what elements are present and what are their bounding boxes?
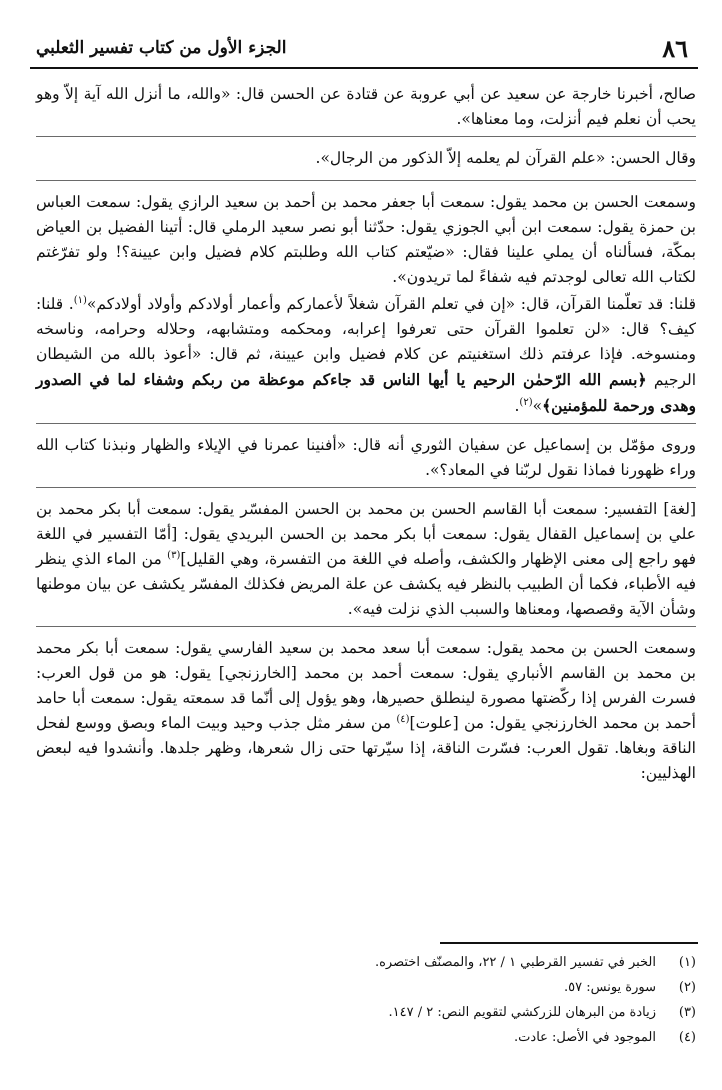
footnote-item	[36, 975, 696, 1000]
paragraph-4-text-c: »	[532, 397, 543, 415]
footnote-number: (٤)	[678, 1030, 696, 1045]
paragraph-4-text-d: .	[514, 397, 520, 415]
header-rule	[30, 67, 698, 69]
footnote-rule	[440, 942, 698, 944]
footnote-number: (٣)	[678, 1005, 696, 1020]
footnote-item	[36, 1000, 696, 1025]
paragraph-separator	[36, 423, 696, 424]
footnote-text: سورة يونس: ٥٧.	[564, 980, 656, 995]
footnote-ref-4[interactable]: (٤)	[396, 713, 410, 725]
footnote-item	[36, 1025, 696, 1050]
paragraph-separator	[36, 180, 696, 181]
paragraph-6-text-b: من الماء الذي ينظر فيه الأطباء، فكما أن الطبيب بالنظر فيه يكشف عن علة المريض فكذلك المفسّر يكشف عن بيان موطنها وشأن الآية وقصصها، ومعناها والسبب الذي نزلت فيه».	[36, 550, 696, 618]
paragraph-7-text-a: وسمعت الحسن بن محمد يقول: سمعت أبا سعد محمد بن سعيد الفارسي يقول: سمعت أبا بكر محمد بن محمد بن القاسم الأنباري يقول: سمعت أحمد بن محمد [الخارزنجي] يقول: هو من قول العرب: فسرت الفرس إذا ركّضتها مصورة لينطلق حصيرها، وهو يؤول إلى أنّما قد سمعته يقول: سمعت أبا حامد أحمد بن محمد الخارزنجي يقول: من [علوت]	[36, 639, 696, 732]
page-header	[30, 30, 698, 66]
footnote-ref-2[interactable]: (٢)	[519, 396, 533, 408]
footnote-ref-1[interactable]: (١)	[73, 294, 87, 306]
footnotes	[36, 950, 696, 1050]
footnote-text: الخبر في تفسير القرطبي ١ / ٢٢، والمصنّف اختصره.	[374, 955, 656, 970]
paragraph-6-text-a: [لغة] التفسير: سمعت أبا القاسم الحسن بن محمد بن الحسن المفسّر يقول: سمعت أبا بكر محمد بن علي بن إسماعيل القفال يقول: سمعت أبا بكر محمد بن الحسن البريدي يقول: [أمّا التفسير في اللغة فهو راجع إلى معنى الإظهار والكشف، وأصله في اللغة من التفسرة، وهي القليل]	[36, 500, 696, 568]
body-text	[36, 82, 696, 788]
page-number: ٨٦	[662, 34, 688, 63]
paragraph-4	[36, 292, 696, 419]
running-title: الجزء الأول من كتاب تفسير الثعلبي	[36, 38, 287, 58]
footnote-item	[36, 950, 696, 975]
footnote-ref-3[interactable]: (٣)	[167, 549, 181, 561]
paragraph-7	[36, 636, 696, 786]
paragraph-4-text-a: قلنا: قد تعلّمنا القرآن، قال: «إن في تعلم القرآن شغلاً لأعماركم وأعمار أولادكم وأولاد أولادكم»	[86, 295, 696, 313]
footnote-number: (١)	[678, 955, 696, 970]
paragraph-2: وقال الحسن: «علم القرآن لم يعلمه إلاّ الذكور من الرجال».	[315, 149, 696, 167]
quran-verse: ﴿بسم الله الرّحمٰن الرحيم يا أيها الناس قد جاءكم موعظة من ربكم وشفاء لما في الصدور وهدى ورحمة للمؤمنين﴾	[36, 370, 696, 415]
paragraph-6	[36, 497, 696, 622]
footnote-text: زيادة من البرهان للزركشي لتقويم النص: ٢ / ١٤٧.	[388, 1005, 656, 1020]
paragraph-separator	[36, 136, 696, 137]
paragraph-7-text-b: من سفر مثل جذب وحيد وبيت الماء وبصق ووسع لفحل الناقة وبغاها. تقول العرب: فسّرت الناقة، إذا سيّرتها حتى زال شعرها، وظهر جلدها. وأنشدوا فيه لبعض الهذليين:	[36, 714, 696, 782]
footnote-number: (٢)	[678, 980, 696, 995]
paragraph-4-text-b: . قلنا: كيف؟ قال: «لن تعلموا القرآن حتى تعرفوا إعرابه، ومحكمه ومتشابهه، وحلاله وحرامه، وناسخه ومنسوخه. فإذا عرفتم ذلك استغنيتم عن كلام فضيل وابن عيينة، ثم قال: «أعوذ بالله من الشيطان الرجيم	[36, 295, 697, 389]
paragraph-3: وسمعت الحسن بن محمد يقول: سمعت أبا جعفر محمد بن أحمد بن سعيد الرازي يقول: سمعت العباس بن حمزة يقول: سمعت ابن أبي الجوزي يقول: حدّثنا أبو نصر سعيد الرملي قال: أتينا الفضيل بن العياض بمكّة، فسألناه أن يملي علينا فقال: «ضيّعتم كتاب الله وطلبتم كلام فضيل وابن عيينة؟! ولو تفرّغتم لكتاب الله تعالى لوجدتم فيه شفاءً لما تريدون».	[36, 193, 696, 286]
paragraph-5: وروى مؤمّل بن إسماعيل عن سفيان الثوري أنه قال: «أفنينا عمرنا في الإيلاء والظهار ونبذنا كتاب الله وراء ظهورنا فماذا نقول لربّنا في المعاد؟».	[36, 436, 696, 479]
paragraph-separator	[36, 487, 696, 488]
paragraph-separator	[36, 626, 696, 627]
footnote-text: الموجود في الأصل: عادت.	[514, 1030, 656, 1045]
paragraph-1: صالح، أخبرنا خارجة عن سعيد عن أبي عروبة عن قتادة عن الحسن قال: «والله، ما أنزل الله آية إلاّ وهو يحب أن نعلم فيم أنزلت، وما معناها».	[36, 85, 696, 128]
